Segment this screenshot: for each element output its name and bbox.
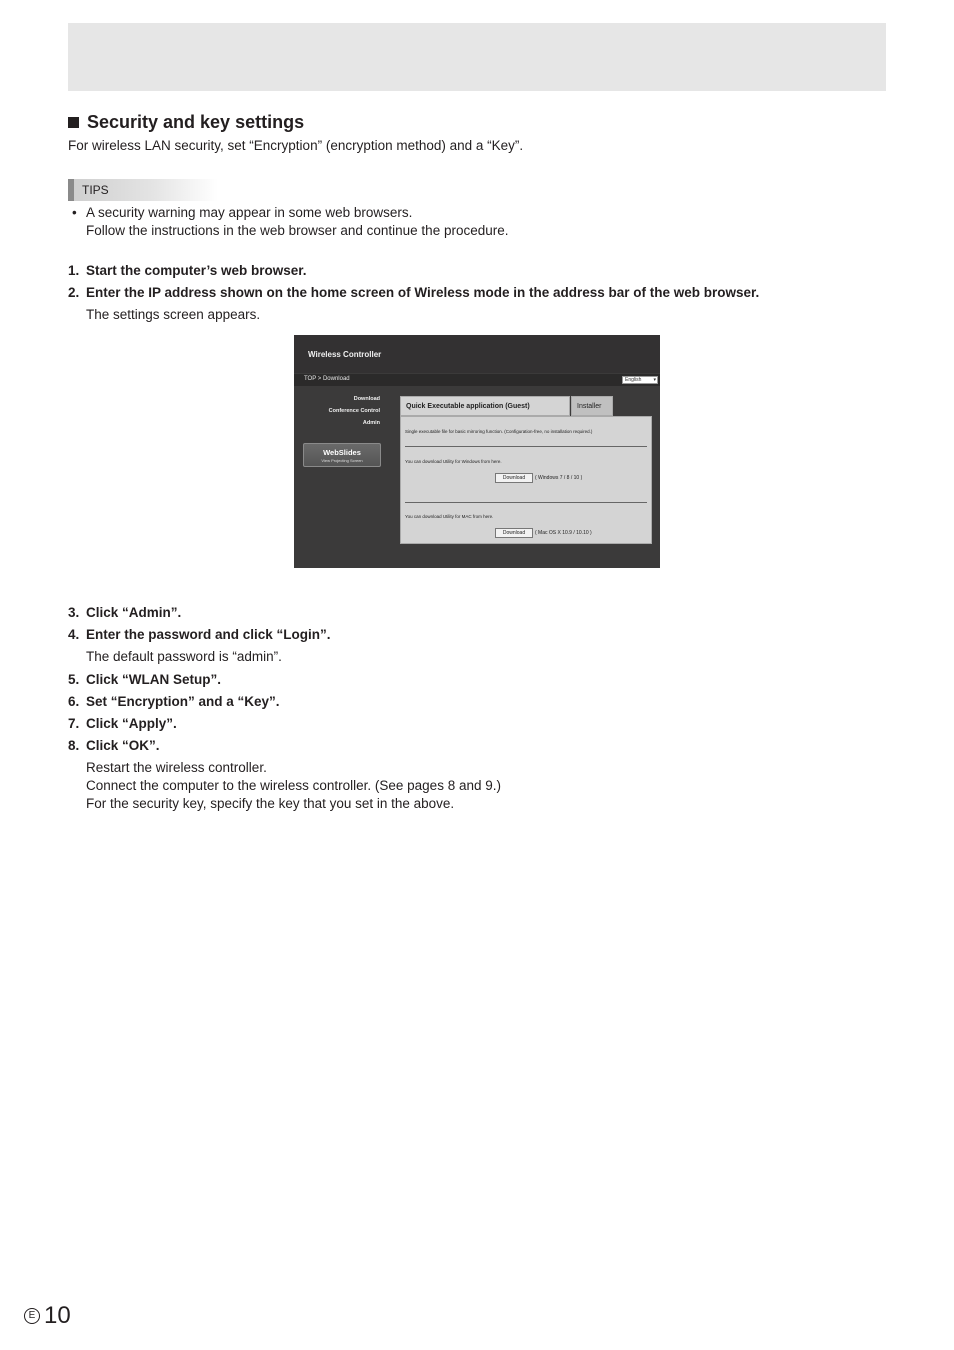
divider [405,446,647,447]
tips-label: TIPS [82,183,109,197]
step-number: 1. [68,263,80,278]
step-text: Set “Encryption” and a “Key”. [86,694,280,709]
chevron-down-icon: ▾ [653,377,656,383]
mac-versions: ( Mac OS X 10.9 / 10.10 ) [535,530,592,536]
step-4 [68,627,331,642]
step-4-note: The default password is “admin”. [86,649,282,664]
nav-item-download[interactable]: Download [353,396,380,402]
section-title [68,112,304,133]
download-mac-button[interactable]: Download [495,528,533,538]
webslides-title: WebSlides [323,448,361,457]
step-number: 6. [68,694,80,709]
language-select[interactable] [622,376,658,384]
page-number [24,1302,71,1330]
section-title-text: Security and key settings [87,112,305,132]
tips-label-box [68,179,218,201]
app-title: Wireless Controller [308,350,382,359]
step-text: Enter the password and click “Login”. [86,627,331,642]
step-2 [68,285,759,300]
tips-line-2: Follow the instructions in the web browser and continue the procedure. [86,223,509,238]
tab-label: Quick Executable application (Guest) [406,403,530,410]
step-6 [68,694,280,709]
tab-installer[interactable] [571,396,613,416]
settings-screenshot [294,335,660,568]
step-text: Click “Apply”. [86,716,177,731]
page-number-value: 10 [44,1302,71,1329]
step-number: 4. [68,627,80,642]
step-8-note-3: For the security key, specify the key that you set in the above. [86,796,455,811]
step-8-note-2: Connect the computer to the wireless controller. (See pages 8 and 9.) [86,778,501,793]
panel-description: Single executable file for basic mirroring function. (Configuration-free, no installation required.) [405,429,593,434]
download-panel [400,416,652,544]
language-circle-icon: E [24,1308,40,1324]
tips-bullet-icon: • [72,205,77,220]
download-windows-button[interactable]: Download [495,473,533,483]
step-8 [68,738,160,753]
step-number: 5. [68,672,80,687]
step-2-note: The settings screen appears. [86,307,261,322]
step-text: Click “Admin”. [86,605,182,620]
mac-download-text: You can download Utility for MAC from here. [405,514,494,519]
breadcrumb [294,374,660,386]
webslides-button[interactable] [303,443,381,467]
webslides-subtitle: View Projecting Screen [321,458,363,463]
tips-line-1: A security warning may appear in some web browsers. [86,205,413,220]
step-text: Start the computer’s web browser. [86,263,307,278]
step-number: 8. [68,738,80,753]
step-8-note-1: Restart the wireless controller. [86,760,267,775]
square-bullet-icon [68,117,79,128]
step-number: 7. [68,716,80,731]
step-3 [68,605,181,620]
tab-label: Installer [577,403,602,410]
header-band [68,23,886,91]
step-number: 2. [68,285,80,300]
step-7 [68,716,177,731]
nav-item-conference-control[interactable]: Conference Control [328,408,380,414]
windows-download-text: You can download Utility for Windows from here. [405,459,502,464]
intro-text: For wireless LAN security, set “Encryption” (encryption method) and a “Key”. [68,138,524,153]
nav-item-admin[interactable]: Admin [362,420,380,426]
step-5 [68,672,221,687]
divider [405,502,647,503]
language-value: English [625,377,642,383]
windows-versions: ( Windows 7 / 8 / 10 ) [535,475,583,481]
step-text: Click “OK”. [86,738,160,753]
step-text: Enter the IP address shown on the home screen of Wireless mode in the address bar of the web browser. [86,285,760,300]
step-text: Click “WLAN Setup”. [86,672,222,687]
step-1 [68,263,307,278]
breadcrumb-text: TOP > Download [304,376,350,382]
step-number: 3. [68,605,80,620]
tab-quick-executable[interactable] [400,396,570,416]
